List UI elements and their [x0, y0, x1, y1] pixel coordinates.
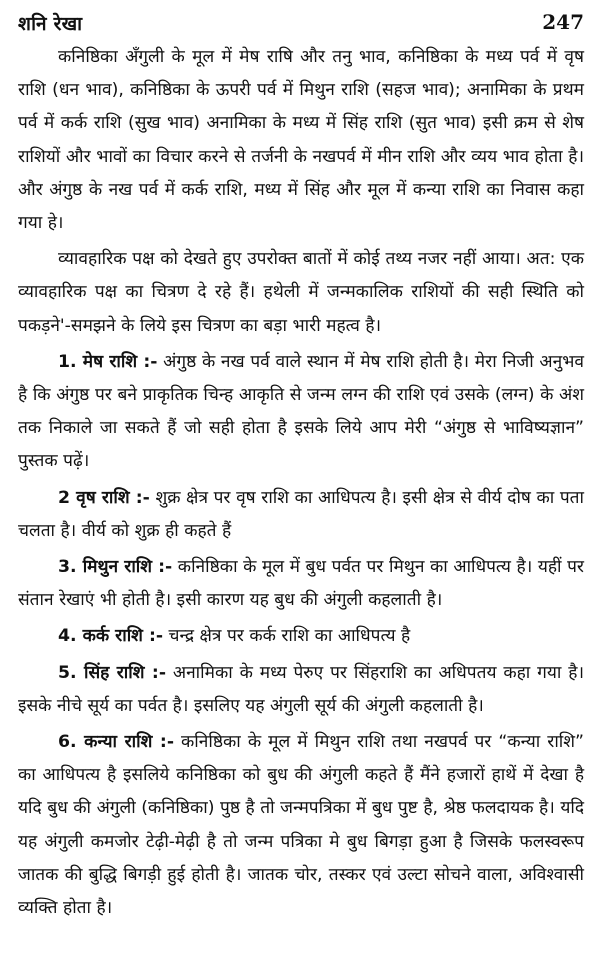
- item-text: कनिष्ठिका के मूल में बुध पर्वत पर मिथुन का आधिपत्य है। यहीं पर संतान रेखाएं भी होती है। इसी कारण यह बुध की अंगुली कहलाती है।: [18, 557, 584, 611]
- item-mesh: [18, 346, 584, 479]
- item-heading: 5. सिंह राशि :-: [58, 662, 166, 683]
- paragraph-text: कनिष्ठिका अँगुली के मूल में मेष राषि और तनु भाव, कनिष्ठिका के मध्य पर्व में वृष राशि (धन भाव), कनिष्ठिका के ऊपरी पर्व में मिथुन राशि (सहज भाव); अनामिका के प्रथम पर्व में कर्क राशि (सुख भाव) अनामिका के मध्य में सिंह राशि (सुत भाव) इसी क्रम से शेष राशियों और भावों का विचार करने से तर्जनी के नखपर्व में मीन राशि और व्यय भाव होता है। और अंगुष्ठ के नख पर्व में कर्क राशि, मध्य में सिंह और मूल में कन्या राशि का निवास कहा गया हे।: [18, 47, 584, 234]
- body-text: [18, 41, 584, 925]
- paragraph-practical: [18, 243, 584, 343]
- item-text: अंगुष्ठ के नख पर्व वाले स्थान में मेष राशि होती है। मेरा निजी अनुभव है कि अंगुष्ठ पर बने प्राकृतिक चिन्ह आकृति से जन्म लग्न की राशि एवं उसके (लग्न) के अंश तक निकाले जा सकते हैं जो सही होता है इसके लिये आप मेरी “अंगुष्ठ से भाविष्यज्ञान” पुस्तक पढ़ें।: [18, 351, 584, 472]
- item-singh: [18, 657, 584, 723]
- running-title: शनि रेखा: [18, 13, 83, 35]
- page-header: [18, 10, 584, 38]
- paragraph-text: व्यावहारिक पक्ष को देखते हुए उपरोक्त बातों में कोई तथ्य नजर नहीं आया। अत: एक व्यावहारिक पक्ष का चित्रण दे रहे हैं। हथेली में जन्मकालिक राशियों की सही स्थिति को पकड़ने'-समझने के लिये इस चित्रण का बड़ा भारी महत्व है।: [18, 249, 584, 336]
- item-text: शुक्र क्षेत्र पर वृष राशि का आधिपत्य है। इसी क्षेत्र से वीर्य दोष का पता चलता है। वीर्य को शुक्र ही कहते हैं: [18, 487, 584, 541]
- item-heading: 4. कर्क राशि :-: [58, 626, 164, 647]
- paragraph-intro: [18, 41, 584, 240]
- item-mithun: [18, 551, 584, 617]
- page-number: 247: [542, 10, 584, 34]
- item-heading: 1. मेष राशि :-: [58, 351, 158, 372]
- item-text: चन्द्र क्षेत्र पर कर्क राशि का आधिपत्य है: [163, 626, 411, 647]
- item-kanya: [18, 726, 584, 925]
- item-heading: 3. मिथुन राशि :-: [58, 557, 173, 578]
- item-text: अनामिका के मध्य पेरुए पर सिंहराशि का अधिपतय कहा गया है। इसके नीचे सूर्य का पर्वत है। इसलिए यह अंगुली सूर्य की अंगुली कहलाती है।: [18, 662, 584, 716]
- item-text: कनिष्ठिका के मूल में मिथुन राशि तथा नखपर्व पर “कन्या राशि” का आधिपत्य है इसलिये कनिष्ठिका को बुध की अंगुली कहते हैं मैंने हजारों हाथें में देखा है यदि बुध की अंगुली (कनिष्ठिका) पुष्ठ है तो जन्मपत्रिका में बुध पुष्ट है, श्रेष्ठ फलदायक है। यदि यह अंगुली कमजोर टेढ़ी-मेढ़ी है तो जन्म पत्रिका मे बुध बिगड़ा हुआ है जिसके फलस्वरूप जातक की बुद्धि बिगड़ी हुई होती है। जातक चोर, तस्कर एवं उल्टा सोचने वाला, अविश्वासी व्यक्ति होता है।: [18, 732, 584, 919]
- item-kark: [18, 620, 584, 653]
- item-vrish: [18, 482, 584, 548]
- item-heading: 6. कन्या राशि :-: [58, 732, 174, 753]
- item-heading: 2 वृष राशि :-: [58, 487, 150, 508]
